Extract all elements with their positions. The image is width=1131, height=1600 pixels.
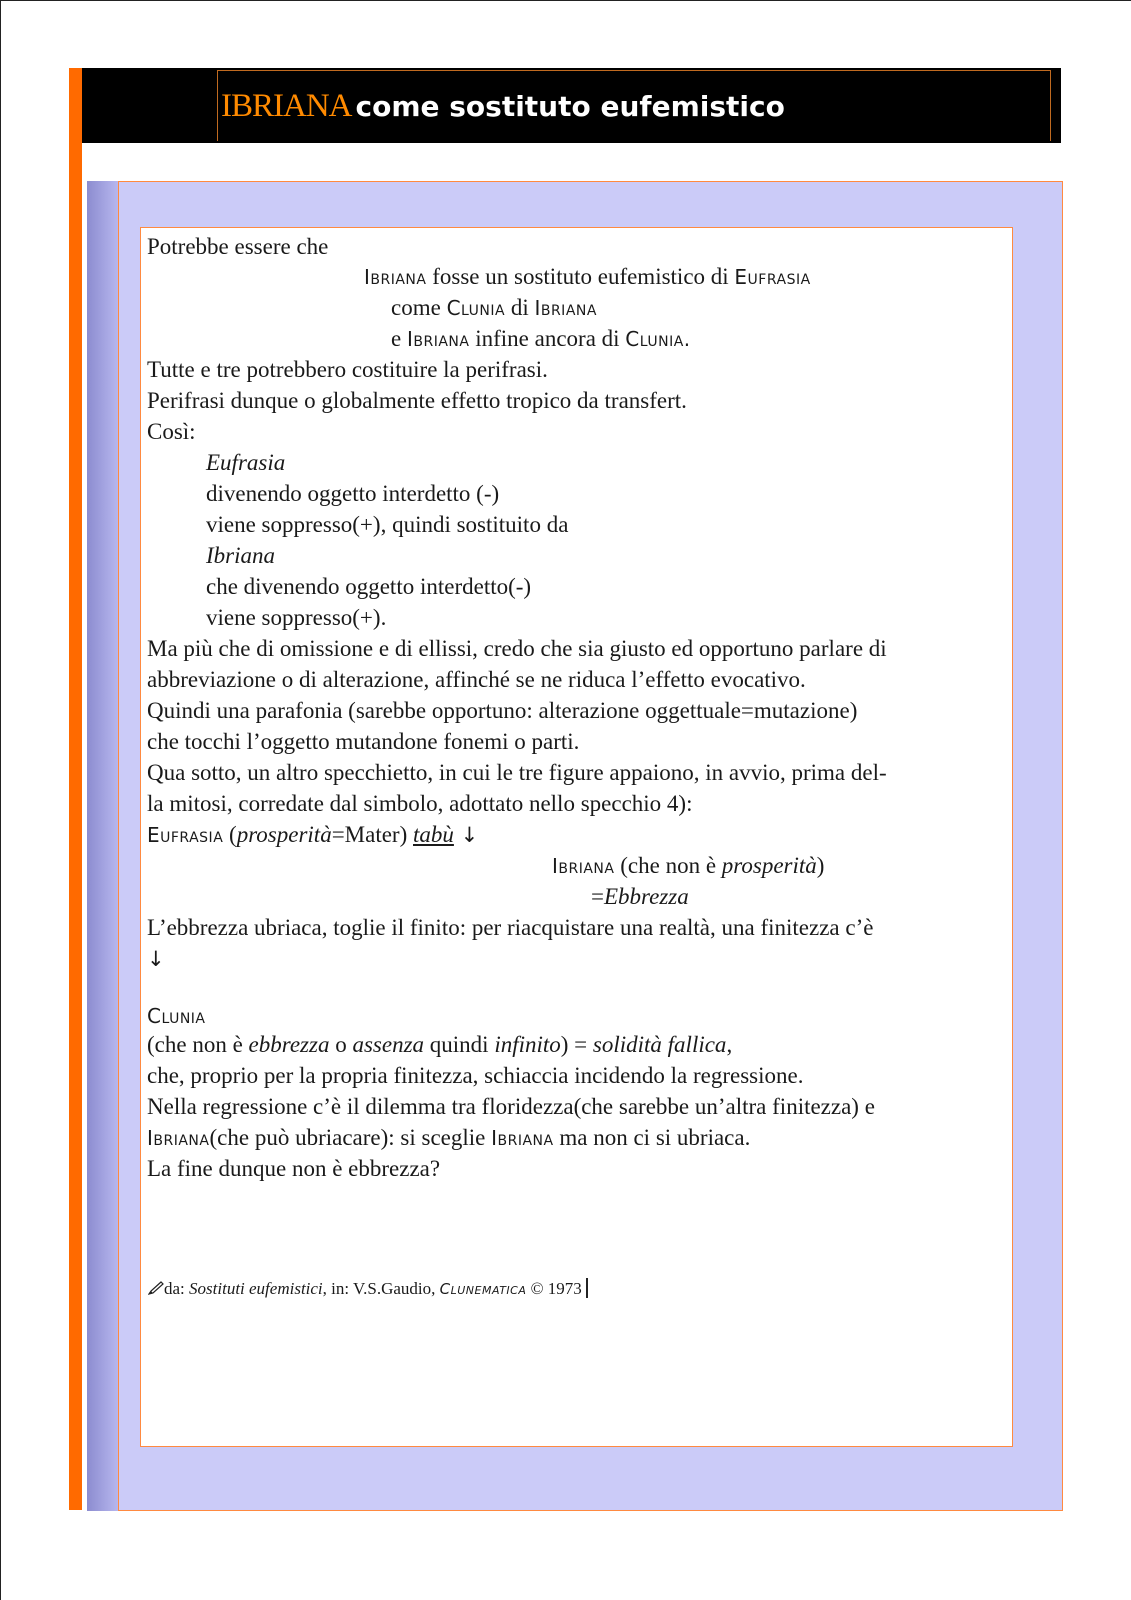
source-citation: da: Sostituti eufemistici, in: V.S.Gaudio, Clunematica © 1973 <box>148 1278 588 1299</box>
lavender-panel-shadow <box>87 181 119 1511</box>
page-frame-left <box>0 0 1 1600</box>
text-line: (che non è ebbrezza o assenza quindi infinito) = solidità fallica, <box>147 1032 733 1057</box>
text-line: viene soppresso(+). <box>206 605 387 630</box>
text-line: abbreviazione o di alterazione, affinché se ne riduca l’effetto evocativo. <box>147 667 806 692</box>
text-line: Ibriana (che non è prosperità) <box>552 853 825 878</box>
text-line: Potrebbe essere che <box>147 234 329 259</box>
text-line: Eufrasia (prosperità=Mater) tabù ↓ <box>147 822 479 847</box>
page-frame-top <box>0 0 1131 1</box>
orange-side-bar <box>69 68 82 1510</box>
arrow-down-icon: ↓ <box>147 947 165 971</box>
page-title <box>221 88 785 125</box>
text-line: Ma più che di omissione e di ellissi, credo che sia giusto ed opportuno parlare di <box>147 636 887 661</box>
text-line: la mitosi, corredate dal simbolo, adottato nello specchio 4): <box>147 791 693 816</box>
text-line: Eufrasia <box>206 450 286 475</box>
lavender-panel-divider <box>118 181 119 1511</box>
text-line: come Clunia di Ibriana <box>391 295 597 320</box>
text-line: Ibriana fosse un sostituto eufemistico di Eufrasia <box>364 264 811 289</box>
arrow-down-icon: ↓ <box>453 823 479 847</box>
text-line: Tutte e tre potrebbero costituire la perifrasi. <box>147 357 548 382</box>
title-keyword: IBRIANA <box>221 88 352 124</box>
text-line: che, proprio per la propria finitezza, schiaccia incidendo la regressione. <box>147 1063 804 1088</box>
text-line: viene soppresso(+), quindi sostituito da <box>206 512 569 537</box>
text-line: Quindi una parafonia (sarebbe opportuno: alterazione oggettuale=mutazione) <box>147 698 858 723</box>
text-line: Perifrasi dunque o globalmente effetto tropico da transfert. <box>147 388 687 413</box>
text-line: =Ebbrezza <box>591 884 689 909</box>
text-line: Clunia <box>147 1004 206 1028</box>
text-cursor <box>586 1278 588 1298</box>
text-line: Qua sotto, un altro specchietto, in cui le tre figure appaiono, in avvio, prima del- <box>147 760 887 785</box>
text-line: divenendo oggetto interdetto (-) <box>206 481 500 506</box>
text-line: L’ebbrezza ubriaca, toglie il finito: per riacquistare una realtà, una finitezza c’è <box>147 915 874 940</box>
title-rest: come sostituto eufemistico <box>355 90 785 123</box>
text-line: che tocchi l’oggetto mutandone fonemi o parti. <box>147 729 580 754</box>
text-line: Ibriana(che può ubriacare): si sceglie Ibriana ma non ci si ubriaca. <box>147 1125 751 1150</box>
text-line: che divenendo oggetto interdetto(-) <box>206 574 532 599</box>
pen-icon <box>148 1281 164 1295</box>
text-line: Nella regressione c’è il dilemma tra floridezza(che sarebbe un’altra finitezza) e <box>147 1094 875 1119</box>
text-line: Ibriana <box>206 543 275 568</box>
text-line: La fine dunque non è ebbrezza? <box>147 1156 441 1181</box>
text-line: e Ibriana infine ancora di Clunia. <box>391 326 691 351</box>
text-line: Così: <box>147 419 196 444</box>
